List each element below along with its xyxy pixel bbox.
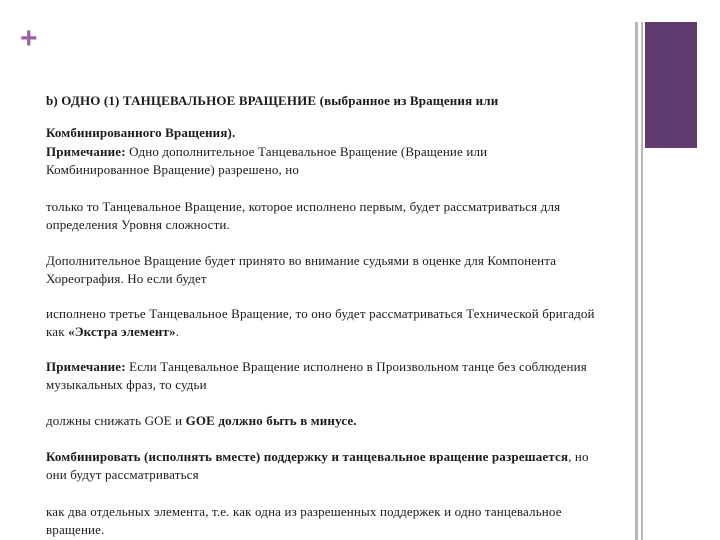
body-text: исполнено третье Танцевальное Вращение, то оно будет рассматриваться Технической бригадой bbox=[46, 306, 595, 321]
text-line bbox=[46, 504, 562, 520]
plus-sign-icon: + bbox=[20, 22, 38, 55]
body-text: Комбинированное Вращение) разрешено, но bbox=[46, 162, 300, 177]
emphasis-text: GOE должно быть в минусе. bbox=[185, 413, 357, 428]
text-line bbox=[46, 162, 299, 178]
body-text: Хореография. Но если будет bbox=[46, 271, 207, 286]
body-text: определения Уровня сложности. bbox=[46, 217, 230, 232]
accent-block bbox=[645, 22, 697, 148]
text-line bbox=[46, 522, 104, 538]
text-line bbox=[46, 413, 357, 429]
text-line bbox=[46, 467, 199, 483]
text-line bbox=[46, 93, 498, 109]
body-text: должны снижать GOE и bbox=[46, 413, 186, 428]
heading-text: Комбинированного Вращения). bbox=[46, 125, 236, 140]
text-line bbox=[46, 377, 207, 393]
body-text: Дополнительное Вращение будет принято во внимание судьями в оценке для Компонента bbox=[46, 253, 557, 268]
text-line bbox=[46, 271, 207, 287]
body-text: Одно дополнительное Танцевальное Вращение (Вращение или bbox=[125, 144, 488, 159]
text-line bbox=[46, 359, 587, 375]
body-text: , но bbox=[568, 449, 589, 464]
emphasis-text: «Экстра элемент» bbox=[68, 324, 176, 339]
vertical-rule bbox=[641, 22, 643, 540]
body-text: как два отдельных элемента, т.е. как одна из разрешенных поддержек и одно танцевальное bbox=[46, 504, 562, 519]
text-line bbox=[46, 253, 556, 269]
text-line bbox=[46, 199, 560, 215]
text-line bbox=[46, 144, 487, 160]
text-line bbox=[46, 217, 230, 233]
body-text: как bbox=[46, 324, 69, 339]
body-text: вращение. bbox=[46, 522, 105, 537]
note-label: Примечание: bbox=[46, 359, 126, 374]
text-line bbox=[46, 324, 179, 340]
emphasis-text: Комбинировать (исполнять вместе) поддержку и танцевальное вращение разрешается bbox=[46, 449, 569, 464]
text-line bbox=[46, 449, 589, 465]
note-label: Примечание: bbox=[46, 144, 126, 159]
heading-text: b) ОДНО (1) ТАНЦЕВАЛЬНОЕ ВРАЩЕНИЕ (выбранное из Вращения или bbox=[46, 93, 499, 108]
body-text: музыкальных фраз, то судьи bbox=[46, 377, 207, 392]
body-text: они будут рассматриваться bbox=[46, 467, 199, 482]
vertical-rule bbox=[635, 22, 638, 540]
text-line bbox=[46, 125, 235, 141]
body-text: только то Танцевальное Вращение, которое исполнено первым, будет рассматриваться для bbox=[46, 199, 561, 214]
body-text: . bbox=[175, 324, 180, 339]
body-text: Если Танцевальное Вращение исполнено в Произвольном танце без соблюдения bbox=[125, 359, 587, 374]
text-line bbox=[46, 306, 595, 322]
